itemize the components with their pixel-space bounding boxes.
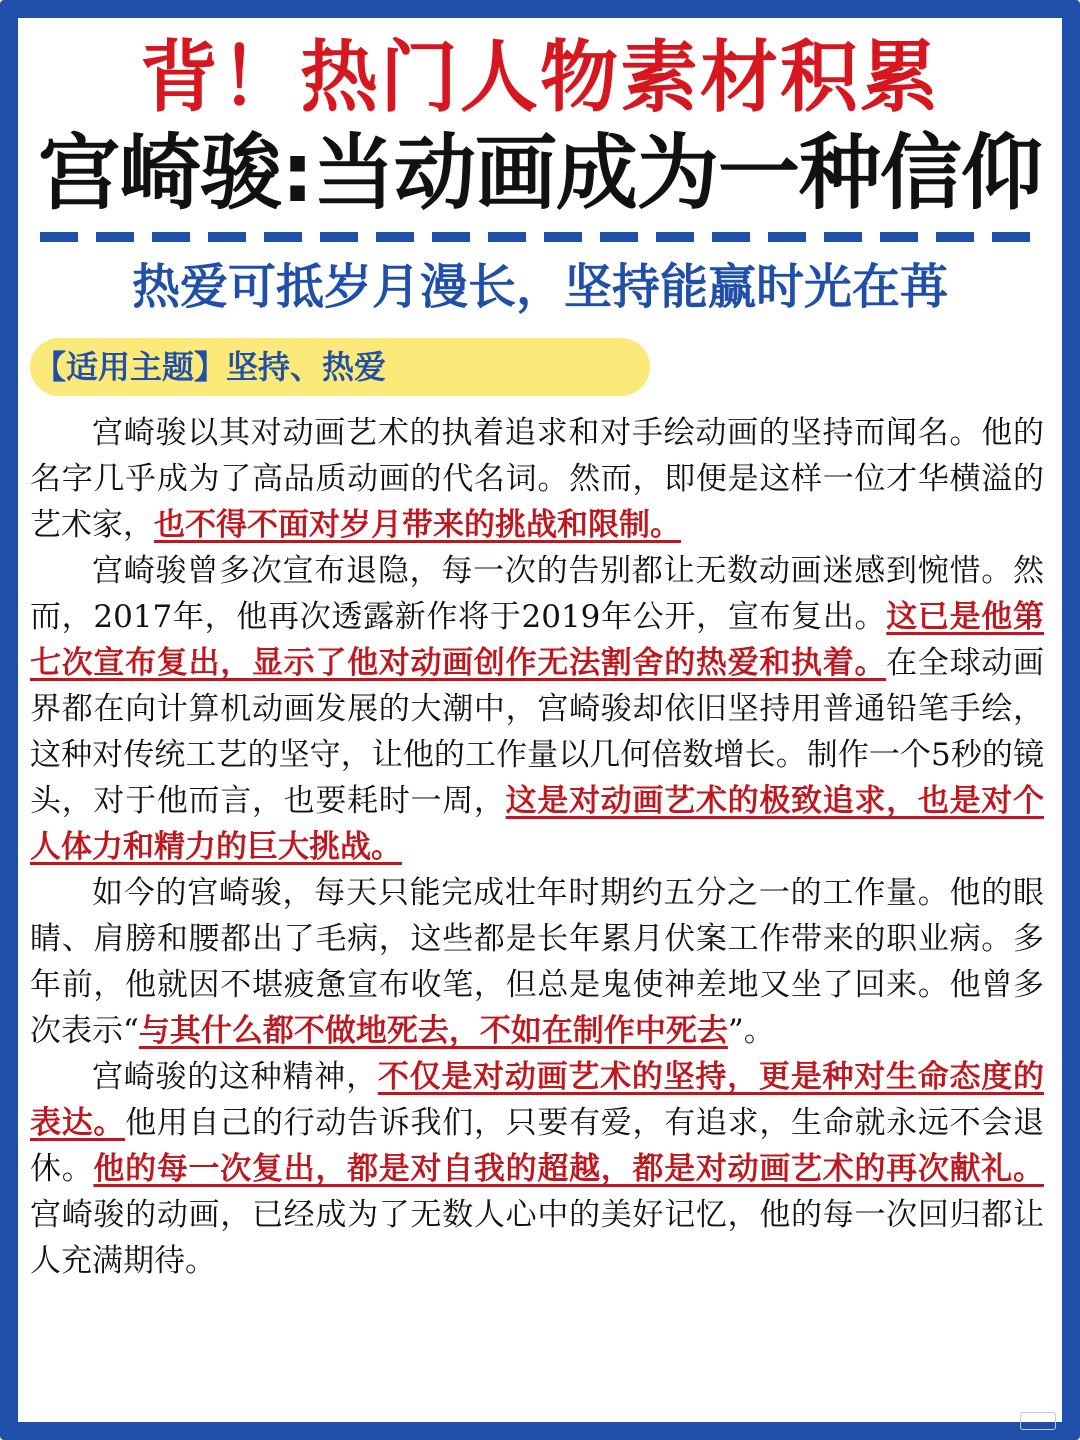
watermark-logo [1020, 1412, 1056, 1430]
highlight-text: 不仅是对动画艺术的坚持，更是种对生命态度的表达。 [30, 1059, 1044, 1141]
text-run: 宫崎骏的这种精神， [92, 1059, 378, 1095]
paragraph-2 [30, 548, 1044, 870]
text-run: 宫崎骏曾多次宣布退隐，每一次的告别都让无数动画迷感到惋惜。然而，2017年，他再次透露新作将于2019年公开，宣布复出。 [30, 553, 1044, 635]
text-run: ”。 [727, 1013, 775, 1049]
text-run: 宫崎骏的动画，已经成为了无数人心中的美好记忆，他的每一次回归都让人充满期待。 [30, 1197, 1044, 1279]
highlight-text: 这是对动画艺术的极致追求，也是对个人体力和精力的巨大挑战。 [30, 783, 1045, 865]
title-line-1: 背！热门人物素材积累 [139, 33, 940, 123]
highlight-text: 他的每一次复出，都是对自我的超越，都是对动画艺术的再次献礼。 [93, 1151, 1044, 1187]
text-run: 如今的宫崎骏，每天只能完成壮年时期约五分之一的工作量。他的眼睛、肩膀和腰都出了毛病，这些都是长年累月伏案工作带来的职业病。多年前，他就因不堪疲惫宣布收笔，但总是鬼使神差地又坐了回来。他曾多次表示“ [30, 875, 1044, 1049]
highlight-text: 这已是他第七次宣布复出，显示了他对动画创作无法割舍的热爱和执着。 [30, 599, 1044, 681]
paragraph-4 [30, 1054, 1044, 1284]
text-run: 宫崎骏以其对动画艺术的执着追求和对手绘动画的坚持而闻名。他的名字几乎成为了高品质动画的代名词。然而，即便是这样一位才华横溢的艺术家， [30, 415, 1044, 543]
topic-label: 【适用主题】坚持、热爱 [30, 338, 650, 396]
title-line-2: 宫崎骏:当动画成为一种信仰 [38, 126, 1042, 221]
paragraph-3 [30, 870, 1044, 1054]
highlight-text: 也不得不面对岁月带来的挑战和限制。 [154, 507, 681, 543]
text-run: 在全球动画界都在向计算机动画发展的大潮中，宫崎骏却依旧坚持用普通铅笔手绘，这种对传统工艺的坚守，让他的工作量以几何倍数增长。制作一个5秒的镜头，对于他而言，也要耗时一周， [30, 645, 1045, 819]
article-body [30, 410, 1044, 1284]
paragraph-1 [30, 410, 1044, 548]
text-run: 他用自己的行动告诉我们，只要有爱，有追求，生命就永远不会退休。 [30, 1105, 1045, 1187]
subtitle: 热爱可抵岁月漫长，坚持能赢时光在苒 [131, 259, 948, 315]
dashed-divider [40, 232, 1040, 242]
highlight-quote: 与其什么都不做地死去，不如在制作中死去 [138, 1013, 728, 1049]
